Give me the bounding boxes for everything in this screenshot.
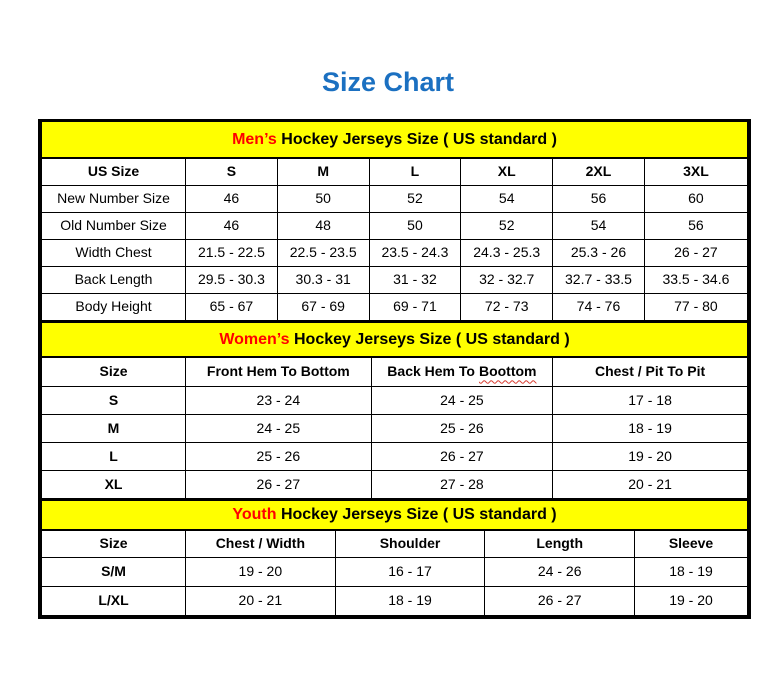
- row-header: L: [42, 443, 186, 471]
- table-cell: 26 - 27: [371, 443, 552, 471]
- table-cell: 18 - 19: [635, 558, 748, 587]
- row-header: New Number Size: [42, 186, 186, 213]
- table-cell: 24.3 - 25.3: [461, 240, 553, 267]
- table-cell: 56: [644, 213, 747, 240]
- table-cell: 31 - 32: [369, 267, 461, 294]
- table-cell: 33.5 - 34.6: [644, 267, 747, 294]
- table-row: [42, 415, 748, 443]
- womens-banner-text: Hockey Jerseys Size ( US standard ): [289, 330, 570, 348]
- table-cell: 18 - 19: [335, 587, 485, 616]
- table-cell: 54: [461, 186, 553, 213]
- table-cell: 29.5 - 30.3: [186, 267, 278, 294]
- column-header: 2XL: [553, 158, 645, 186]
- column-header: Chest / Width: [186, 530, 336, 558]
- row-header: L/XL: [42, 587, 186, 616]
- table-row: [42, 443, 748, 471]
- table-cell: 24 - 25: [371, 387, 552, 415]
- table-cell: 20 - 21: [553, 471, 748, 499]
- womens-banner-row: [42, 322, 748, 357]
- womens-banner-highlight: Women’s: [219, 330, 290, 348]
- table-cell: 19 - 20: [635, 587, 748, 616]
- youth-banner: [42, 500, 748, 530]
- womens-size-table: [41, 321, 748, 499]
- column-header-text: Back Hem To: [387, 363, 475, 380]
- table-cell: 19 - 20: [553, 443, 748, 471]
- table-cell: 24 - 26: [485, 558, 635, 587]
- table-cell: 72 - 73: [461, 294, 553, 321]
- table-cell: 25.3 - 26: [553, 240, 645, 267]
- column-header: M: [277, 158, 369, 186]
- table-row: [42, 587, 748, 616]
- table-cell: 46: [186, 213, 278, 240]
- table-cell: 60: [644, 186, 747, 213]
- column-header: US Size: [42, 158, 186, 186]
- column-header: Size: [42, 357, 186, 387]
- mens-size-table: [41, 122, 748, 321]
- table-cell: 54: [553, 213, 645, 240]
- table-cell: 18 - 19: [553, 415, 748, 443]
- table-cell: 65 - 67: [186, 294, 278, 321]
- column-header: [371, 357, 552, 387]
- mens-banner-row: [42, 122, 748, 158]
- table-cell: 25 - 26: [371, 415, 552, 443]
- table-row: [42, 240, 748, 267]
- table-cell: 25 - 26: [186, 443, 372, 471]
- table-row: [42, 387, 748, 415]
- mens-header-row: [42, 158, 748, 186]
- column-header: XL: [461, 158, 553, 186]
- youth-banner-highlight: Youth: [232, 506, 277, 524]
- table-cell: 56: [553, 186, 645, 213]
- mens-banner-text: Hockey Jerseys Size ( US standard ): [276, 130, 557, 148]
- page-title: Size Chart: [321, 67, 455, 97]
- table-cell: 50: [369, 213, 461, 240]
- row-header: Back Length: [42, 267, 186, 294]
- column-header: Sleeve: [635, 530, 748, 558]
- table-cell: 27 - 28: [371, 471, 552, 499]
- row-header: S/M: [42, 558, 186, 587]
- mens-banner: [42, 122, 748, 158]
- table-cell: 48: [277, 213, 369, 240]
- table-row: [42, 471, 748, 499]
- row-header: M: [42, 415, 186, 443]
- table-cell: 16 - 17: [335, 558, 485, 587]
- table-cell: 32 - 32.7: [461, 267, 553, 294]
- table-cell: 20 - 21: [186, 587, 336, 616]
- table-row: [42, 267, 748, 294]
- table-cell: 69 - 71: [369, 294, 461, 321]
- mens-banner-highlight: Men’s: [232, 130, 277, 148]
- youth-header-row: [42, 530, 748, 558]
- table-cell: 50: [277, 186, 369, 213]
- table-cell: 52: [461, 213, 553, 240]
- table-cell: 30.3 - 31: [277, 267, 369, 294]
- column-header: Chest / Pit To Pit: [553, 357, 748, 387]
- table-cell: 26 - 27: [186, 471, 372, 499]
- column-header: Shoulder: [335, 530, 485, 558]
- table-cell: 23 - 24: [186, 387, 372, 415]
- table-row: [42, 186, 748, 213]
- row-header: Width Chest: [42, 240, 186, 267]
- table-cell: 77 - 80: [644, 294, 747, 321]
- row-header: S: [42, 387, 186, 415]
- row-header: XL: [42, 471, 186, 499]
- table-cell: 19 - 20: [186, 558, 336, 587]
- table-cell: 67 - 69: [277, 294, 369, 321]
- table-cell: 17 - 18: [553, 387, 748, 415]
- column-header: S: [186, 158, 278, 186]
- table-cell: 26 - 27: [644, 240, 747, 267]
- column-header: Length: [485, 530, 635, 558]
- table-cell: 21.5 - 22.5: [186, 240, 278, 267]
- row-header: Old Number Size: [42, 213, 186, 240]
- youth-size-table: [41, 499, 748, 616]
- size-chart-container: [38, 119, 751, 619]
- column-header: Size: [42, 530, 186, 558]
- youth-banner-row: [42, 500, 748, 530]
- table-row: [42, 213, 748, 240]
- womens-banner: [42, 322, 748, 357]
- column-header: Front Hem To Bottom: [186, 357, 372, 387]
- table-cell: 52: [369, 186, 461, 213]
- table-cell: 26 - 27: [485, 587, 635, 616]
- youth-banner-text: Hockey Jerseys Size ( US standard ): [276, 506, 557, 524]
- table-cell: 22.5 - 23.5: [277, 240, 369, 267]
- row-header: Body Height: [42, 294, 186, 321]
- table-cell: 23.5 - 24.3: [369, 240, 461, 267]
- table-cell: 74 - 76: [553, 294, 645, 321]
- table-row: [42, 558, 748, 587]
- table-cell: 32.7 - 33.5: [553, 267, 645, 294]
- table-cell: 24 - 25: [186, 415, 372, 443]
- column-header: 3XL: [644, 158, 747, 186]
- misspelled-word: Boottom: [478, 363, 537, 380]
- column-header: L: [369, 158, 461, 186]
- table-row: [42, 294, 748, 321]
- womens-header-row: [42, 357, 748, 387]
- table-cell: 46: [186, 186, 278, 213]
